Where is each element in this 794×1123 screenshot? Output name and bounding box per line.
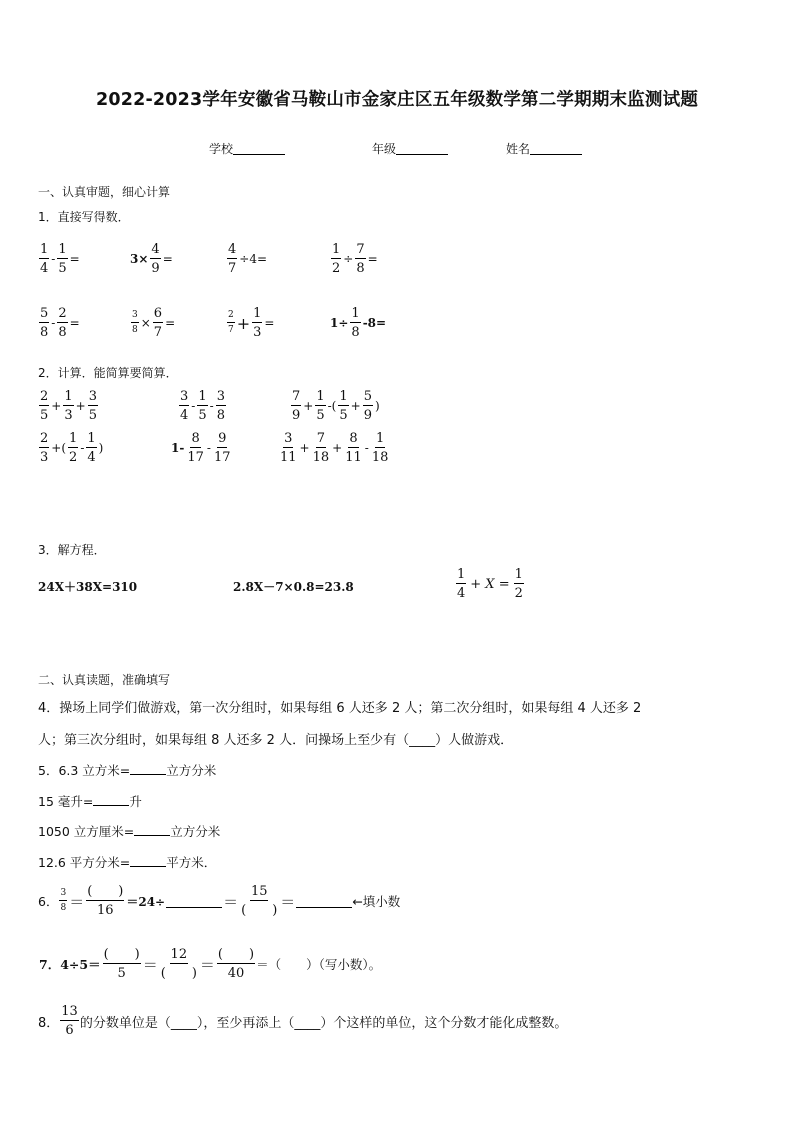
fraction bbox=[103, 948, 141, 980]
denominator: 40 bbox=[227, 966, 245, 981]
answer-blank[interactable] bbox=[130, 853, 166, 867]
q2-item-c bbox=[290, 390, 381, 422]
q6-tail: ←填小数 bbox=[352, 894, 401, 909]
denominator: 2 bbox=[332, 261, 341, 276]
question-4-line1: 4．操场上同学们做游戏，第一次分组时，如果每组 6 人还多 2 人；第二次分组时，如果每组 4 人还多 2 bbox=[38, 701, 642, 716]
fraction bbox=[57, 243, 67, 275]
equals: = bbox=[367, 252, 378, 266]
numerator: 1 bbox=[514, 567, 523, 582]
operator: + bbox=[299, 441, 310, 455]
grade-label: 年级 bbox=[372, 142, 397, 156]
numerator: 9 bbox=[218, 431, 227, 446]
operator: × bbox=[140, 316, 151, 330]
denominator: 3 bbox=[253, 325, 262, 340]
fraction bbox=[217, 948, 255, 980]
numerator: 6 bbox=[153, 306, 163, 321]
fraction bbox=[213, 432, 232, 464]
denominator: 2 bbox=[514, 586, 523, 601]
question-3-label: 3．解方程． bbox=[38, 543, 106, 557]
numerator: 5 bbox=[363, 389, 372, 404]
question-6 bbox=[38, 885, 400, 917]
grade-blank[interactable] bbox=[396, 142, 448, 155]
q6-middle: ＝24÷ bbox=[126, 894, 166, 909]
q5d-prefix: 12.6 平方分米= bbox=[38, 855, 131, 870]
question-5-a bbox=[38, 761, 216, 779]
numerator: 1 bbox=[339, 389, 348, 404]
denominator: 7 bbox=[228, 325, 234, 335]
question-5-c bbox=[38, 822, 220, 840]
operator: - bbox=[364, 441, 369, 455]
equation-b: 2.8X－7×0.8=23.8 bbox=[233, 580, 354, 594]
fraction bbox=[39, 432, 49, 464]
denominator: 7 bbox=[153, 325, 163, 340]
fraction bbox=[312, 432, 331, 464]
fraction bbox=[150, 243, 160, 275]
numerator: 1 bbox=[332, 242, 341, 257]
fraction bbox=[291, 390, 301, 422]
name-field bbox=[506, 140, 582, 157]
fraction bbox=[363, 390, 373, 422]
equals: ＝ bbox=[69, 892, 85, 911]
question-7 bbox=[38, 948, 381, 980]
fraction bbox=[131, 311, 139, 335]
name-blank[interactable] bbox=[530, 142, 582, 155]
numerator: 3 bbox=[88, 389, 97, 404]
operator: + bbox=[51, 399, 62, 413]
numerator: 7 bbox=[316, 431, 326, 446]
fraction bbox=[179, 390, 189, 422]
fraction bbox=[186, 432, 205, 464]
question-5-b bbox=[38, 792, 142, 810]
numerator: 4 bbox=[151, 242, 160, 257]
fraction bbox=[331, 243, 341, 275]
numerator: 4 bbox=[228, 242, 237, 257]
numerator: 1 bbox=[69, 431, 78, 446]
numerator: 12 bbox=[170, 947, 188, 962]
q5c-suffix: 立方分米 bbox=[170, 824, 221, 839]
denominator: 16 bbox=[97, 903, 114, 918]
denominator: 5 bbox=[88, 408, 97, 423]
equation-middle: + X = bbox=[470, 576, 510, 592]
operator: + bbox=[236, 313, 251, 333]
numerator: 1 bbox=[351, 306, 360, 321]
fraction bbox=[57, 307, 67, 339]
fraction bbox=[240, 885, 278, 917]
numerator: 7 bbox=[356, 242, 365, 257]
q8-label: 8． bbox=[38, 1015, 60, 1031]
fraction bbox=[227, 311, 235, 335]
grade-field bbox=[372, 140, 448, 157]
denominator: 5 bbox=[339, 408, 348, 423]
denominator: 18 bbox=[312, 450, 330, 465]
school-blank[interactable] bbox=[233, 142, 285, 155]
school-field bbox=[209, 140, 285, 157]
fraction bbox=[86, 885, 124, 917]
denominator: 5 bbox=[316, 408, 325, 423]
answer-blank[interactable] bbox=[93, 792, 129, 806]
fraction bbox=[86, 432, 96, 464]
numerator: 1 bbox=[316, 389, 325, 404]
q8-text: 的分数单位是（____），至少再添上（____）个这样的单位，这个分数才能化成整数。 bbox=[79, 1015, 568, 1031]
answer-blank[interactable] bbox=[130, 761, 166, 775]
denominator: 5 bbox=[117, 966, 126, 981]
section-2-heading: 二、认真读题，准确填写 bbox=[38, 673, 171, 687]
q1-item-g bbox=[226, 307, 275, 339]
denominator: 5 bbox=[40, 408, 49, 423]
denominator: 9 bbox=[363, 408, 372, 423]
equals: = bbox=[264, 316, 275, 330]
denominator: 17 bbox=[187, 450, 204, 465]
denominator: 11 bbox=[345, 450, 362, 465]
q1-item-a bbox=[38, 243, 81, 275]
numerator: 3 bbox=[131, 311, 139, 323]
denominator: 11 bbox=[280, 450, 297, 465]
fraction bbox=[160, 948, 198, 980]
q2-item-d bbox=[38, 432, 104, 464]
operator: +( bbox=[51, 441, 67, 455]
operator: - bbox=[191, 399, 196, 413]
fraction bbox=[59, 889, 67, 913]
question-1-label: 1．直接写得数． bbox=[38, 210, 130, 224]
equals: ＝ bbox=[280, 892, 296, 911]
equation-c bbox=[455, 568, 525, 600]
denominator: 3 bbox=[40, 450, 49, 465]
numerator: 8 bbox=[349, 431, 358, 446]
denominator: 4 bbox=[87, 450, 96, 465]
denominator: 9 bbox=[292, 408, 301, 423]
q1-item-e bbox=[38, 307, 81, 339]
operator: - bbox=[51, 252, 56, 266]
denominator: 5 bbox=[58, 261, 67, 276]
answer-numerator[interactable]: ( ) bbox=[103, 947, 140, 962]
fraction bbox=[514, 568, 524, 600]
denominator: 4 bbox=[457, 586, 466, 601]
denominator: 8 bbox=[60, 903, 67, 913]
numerator: 1 bbox=[375, 431, 385, 446]
denominator: 3 bbox=[64, 408, 73, 423]
numerator: 1 bbox=[58, 242, 67, 257]
fraction bbox=[227, 243, 237, 275]
suffix: -8= bbox=[362, 316, 387, 330]
fraction bbox=[39, 390, 49, 422]
q5b-suffix: 升 bbox=[129, 794, 142, 809]
denominator: 4 bbox=[180, 408, 189, 423]
q2-item-a bbox=[38, 390, 99, 422]
answer-blank[interactable] bbox=[166, 894, 222, 908]
q7-tail: ＝（ ）（写小数）。 bbox=[256, 957, 382, 972]
operator: - bbox=[80, 441, 85, 455]
denominator: 17 bbox=[213, 450, 231, 465]
fraction bbox=[338, 390, 348, 422]
equals: = bbox=[69, 316, 80, 330]
question-4-line2: 人；第三次分组时，如果每组 8 人还多 2 人．问操场上至少有（____）人做游戏． bbox=[38, 733, 514, 748]
fraction bbox=[344, 432, 363, 464]
denominator: 18 bbox=[371, 450, 389, 465]
fraction bbox=[88, 390, 98, 422]
numerator: 5 bbox=[40, 306, 49, 321]
operator: ÷ bbox=[343, 252, 354, 266]
operator: - bbox=[51, 316, 56, 330]
operator: - bbox=[206, 441, 211, 455]
q6-label: 6． bbox=[38, 894, 59, 909]
equals: = bbox=[165, 316, 176, 330]
q2-item-f bbox=[278, 432, 390, 464]
equals: = bbox=[162, 252, 173, 266]
operator: + bbox=[75, 399, 86, 413]
fraction bbox=[315, 390, 325, 422]
operator: + bbox=[332, 441, 343, 455]
numerator: 2 bbox=[227, 311, 235, 323]
question-8 bbox=[38, 1005, 567, 1037]
equals: = bbox=[69, 252, 80, 266]
fraction bbox=[60, 1005, 79, 1037]
denominator: 6 bbox=[65, 1023, 74, 1038]
name-label: 姓名 bbox=[506, 142, 531, 156]
equals: ＝ bbox=[223, 892, 239, 911]
equals: ＝ bbox=[142, 955, 158, 974]
numerator: 8 bbox=[191, 431, 200, 446]
denominator: 8 bbox=[216, 408, 225, 423]
answer-blank[interactable] bbox=[134, 822, 170, 836]
fraction bbox=[39, 243, 49, 275]
page-title: 2022-2023学年安徽省马鞍山市金家庄区五年级数学第二学期期末监测试题 bbox=[95, 90, 699, 110]
q1-item-c bbox=[226, 243, 268, 275]
numerator: 3 bbox=[216, 389, 225, 404]
answer-numerator[interactable]: ( ) bbox=[217, 947, 255, 962]
answer-numerator[interactable]: ( ) bbox=[87, 884, 124, 899]
fraction bbox=[371, 432, 390, 464]
q5b-prefix: 15 毫升= bbox=[38, 794, 94, 809]
operator: - bbox=[209, 399, 214, 413]
q2-item-e bbox=[170, 432, 233, 464]
numerator: 3 bbox=[59, 889, 67, 901]
denominator: 8 bbox=[58, 325, 67, 340]
denominator: 4 bbox=[40, 261, 49, 276]
denominator: 8 bbox=[356, 261, 365, 276]
numerator: 1 bbox=[198, 389, 207, 404]
fraction bbox=[279, 432, 298, 464]
fraction bbox=[197, 390, 207, 422]
fraction bbox=[153, 307, 163, 339]
question-2-label: 2．计算．能简算要简算． bbox=[38, 366, 178, 380]
answer-denominator[interactable]: ( ) bbox=[241, 903, 278, 918]
numerator: 1 bbox=[87, 431, 96, 446]
fraction bbox=[252, 307, 262, 339]
school-label: 学校 bbox=[209, 142, 234, 156]
numerator: 1 bbox=[40, 242, 49, 257]
close-paren: ) bbox=[98, 441, 104, 455]
numerator: 2 bbox=[40, 389, 49, 404]
answer-denominator[interactable]: ( ) bbox=[160, 966, 197, 981]
numerator: 1 bbox=[253, 306, 262, 321]
denominator: 9 bbox=[151, 261, 160, 276]
numerator: 7 bbox=[292, 389, 301, 404]
answer-blank[interactable] bbox=[296, 894, 352, 908]
denominator: 8 bbox=[40, 325, 49, 340]
operator: -( bbox=[327, 399, 337, 413]
numerator: 2 bbox=[58, 306, 67, 321]
q1-item-h bbox=[329, 307, 387, 339]
q5a-prefix: 5．6.3 立方米= bbox=[38, 763, 131, 778]
fraction bbox=[216, 390, 226, 422]
fraction bbox=[39, 307, 49, 339]
prefix: 3× bbox=[130, 252, 149, 266]
denominator: 8 bbox=[351, 325, 360, 340]
equals: ＝ bbox=[199, 955, 215, 974]
q5a-suffix: 立方分米 bbox=[166, 763, 217, 778]
fraction bbox=[355, 243, 365, 275]
numerator: 1 bbox=[457, 567, 466, 582]
prefix: 1÷ bbox=[330, 316, 349, 330]
close-paren: ) bbox=[375, 399, 380, 413]
q1-item-d bbox=[330, 243, 379, 275]
denominator: 5 bbox=[198, 408, 207, 423]
fraction bbox=[68, 432, 78, 464]
numerator: 3 bbox=[284, 431, 293, 446]
numerator: 1 bbox=[64, 389, 73, 404]
operator: + bbox=[350, 399, 361, 413]
question-5-d bbox=[38, 853, 216, 871]
denominator: 2 bbox=[69, 450, 78, 465]
numerator: 13 bbox=[61, 1004, 78, 1019]
fraction bbox=[63, 390, 73, 422]
equation-a: 24X＋38X=310 bbox=[38, 580, 138, 594]
fraction bbox=[456, 568, 466, 600]
operator: + bbox=[303, 399, 314, 413]
numerator: 2 bbox=[40, 431, 49, 446]
suffix: ÷4= bbox=[239, 252, 268, 266]
denominator: 8 bbox=[132, 325, 138, 335]
q5d-suffix: 平方米． bbox=[166, 855, 217, 870]
fraction bbox=[350, 307, 360, 339]
prefix: 1- bbox=[171, 441, 185, 455]
q5c-prefix: 1050 立方厘米= bbox=[38, 824, 135, 839]
q7-label: 7．4÷5＝ bbox=[39, 957, 101, 972]
q2-item-b bbox=[178, 390, 227, 422]
numerator: 3 bbox=[180, 389, 189, 404]
q1-item-f bbox=[130, 307, 176, 339]
section-1-heading: 一、认真审题，细心计算 bbox=[38, 185, 171, 199]
q1-item-b bbox=[129, 243, 174, 275]
denominator: 7 bbox=[228, 261, 237, 276]
numerator: 15 bbox=[250, 884, 268, 899]
